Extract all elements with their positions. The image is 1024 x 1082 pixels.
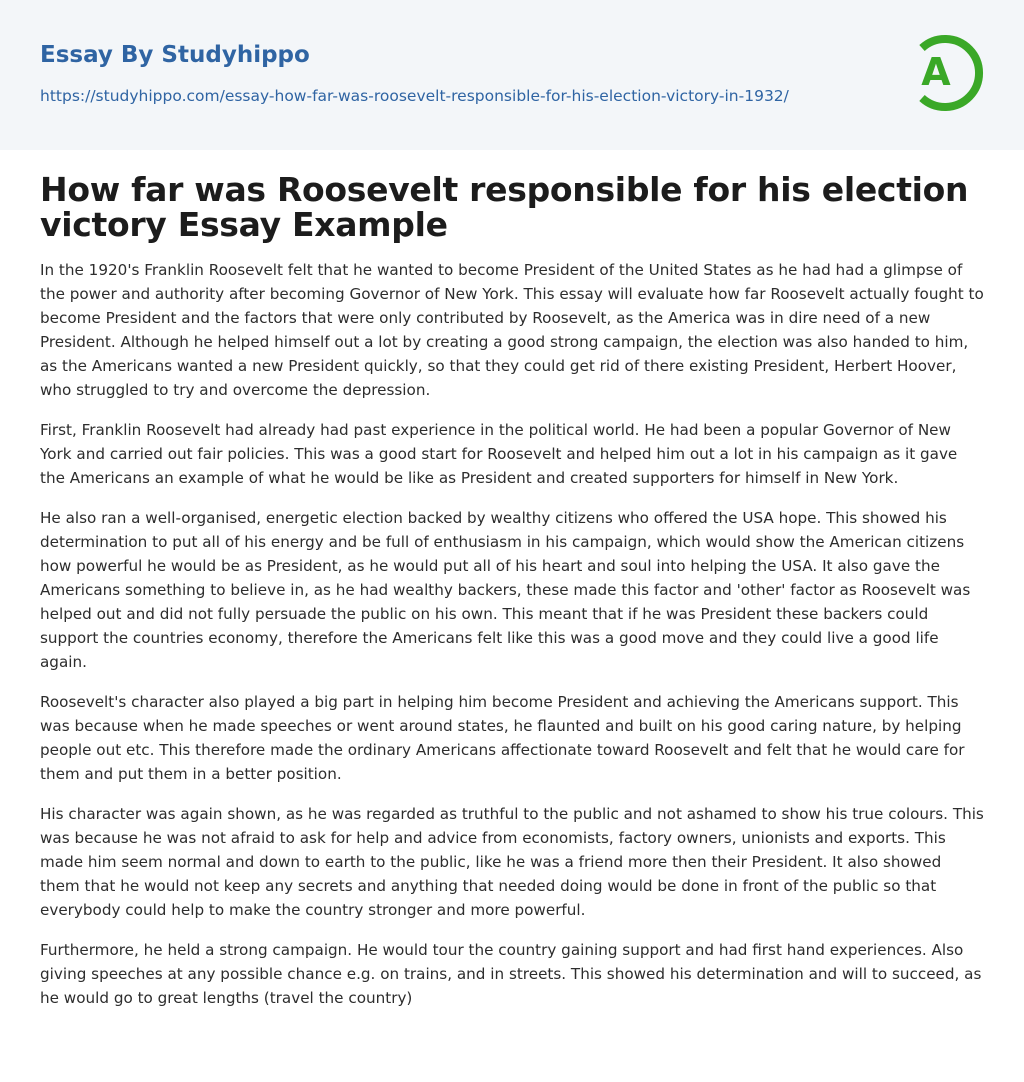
logo-letter: A bbox=[921, 50, 951, 94]
studyhippo-logo-icon[interactable] bbox=[910, 28, 986, 118]
essay-paragraph-6: Furthermore, he held a strong campaign. He would tour the country gaining support and had first hand experiences. Also giving speeches at any possible chance e.g. on trains, and in streets. This showed his determination and will to succeed, as he would go to great lengths (travel the country) bbox=[40, 941, 982, 1007]
essay-paragraph-3: He also ran a well-organised, energetic election backed by wealthy citizens who offered the USA hope. This showed his determination to put all of his energy and be full of enthusiasm in his campaign, which would show the American citizens how powerful he would be as President, as he would put all of his heart and soul into helping the USA. It also gave the Americans something to believe in, as he had wealthy backers, these made this factor and 'other' factor as Roosevelt was helped out and did not fully persuade the public on his own. This meant that if he was President these backers could support the countries economy, therefore the Americans felt like this was a good move and they could live a good life again. bbox=[40, 509, 971, 671]
essay-content bbox=[0, 150, 1024, 1010]
site-header bbox=[0, 0, 1024, 150]
essay-paragraph-1: In the 1920's Franklin Roosevelt felt that he wanted to become President of the United States as he had had a glimpse of the power and authority after becoming Governor of New York. This essay will evaluate how far Roosevelt actually fought to become President and the factors that were only contributed by Roosevelt, as the America was in dire need of a new President. Although he helped himself out a lot by creating a good strong campaign, the election was also handed to him, as the Americans wanted a new President quickly, so that they could get rid of there existing President, Herbert Hoover, who struggled to try and overcome the depression. bbox=[40, 261, 984, 399]
essay-paragraph-2: First, Franklin Roosevelt had already had past experience in the political world. He had been a popular Governor of New York and carried out fair policies. This was a good start for Roosevelt and helped him out a lot in his campaign as it gave the Americans an example of what he would be like as President and created supporters for himself in New York. bbox=[40, 421, 958, 487]
site-brand[interactable]: Essay By Studyhippo bbox=[40, 42, 310, 68]
essay-paragraph-5: His character was again shown, as he was regarded as truthful to the public and not ashamed to show his true colours. This was because he was not afraid to ask for help and advice from economists, factory owners, unionists and exports. This made him seem normal and down to earth to the public, like he was a friend more then their President. It also showed them that he would not keep any secrets and anything that needed doing would be done in front of the public so that everybody could help to make the country stronger and more powerful. bbox=[40, 805, 984, 919]
essay-url-link[interactable]: https://studyhippo.com/essay-how-far-was-roosevelt-responsible-for-his-election-victory-in-1932/ bbox=[40, 87, 789, 105]
page-title: How far was Roosevelt responsible for his election victory Essay Example bbox=[40, 170, 969, 244]
essay-paragraph-4: Roosevelt's character also played a big part in helping him become President and achieving the Americans support. This was because when he made speeches or went around states, he flaunted and built on his good caring nature, by helping people out etc. This therefore made the ordinary Americans affectionate toward Roosevelt and felt that he would care for them and put them in a better position. bbox=[40, 693, 965, 783]
